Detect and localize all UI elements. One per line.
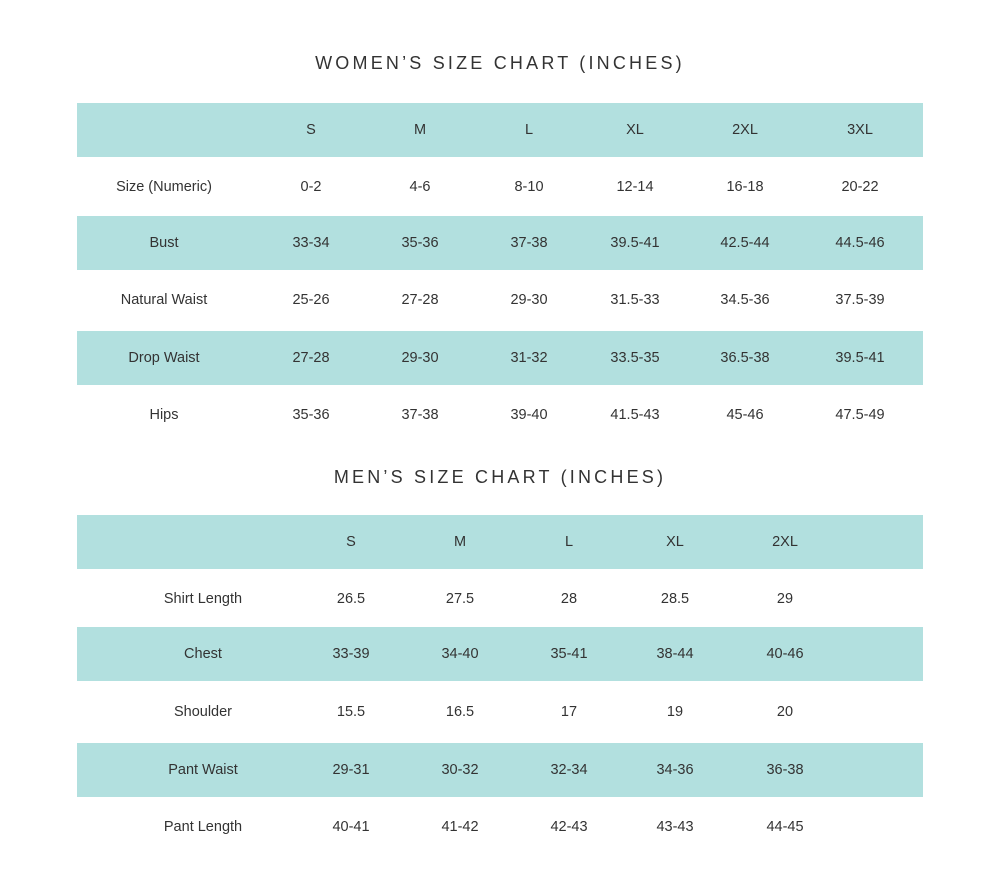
- size-header-cell: XL: [626, 122, 644, 138]
- measurement-cell: 29-31: [332, 762, 370, 778]
- measurement-cell: 44-45: [766, 819, 804, 835]
- table-row: [77, 627, 923, 681]
- measurement-cell: 4-6: [409, 179, 431, 195]
- table-row: [77, 273, 923, 327]
- measurement-cell: 31-32: [510, 350, 548, 366]
- measurement-cell: 39.5-41: [835, 350, 885, 366]
- measurement-cell: 45-46: [726, 407, 764, 423]
- measurement-cell: 0-2: [300, 179, 322, 195]
- measurement-cell: 39.5-41: [610, 235, 660, 251]
- row-label: Drop Waist: [128, 350, 200, 366]
- table-row: [77, 388, 923, 442]
- measurement-cell: 28.5: [660, 591, 690, 607]
- size-header-cell: S: [306, 122, 316, 138]
- size-header-cell: L: [564, 534, 574, 550]
- measurement-cell: 41-42: [441, 819, 479, 835]
- measurement-cell: 39-40: [510, 407, 548, 423]
- table-row: [77, 572, 923, 626]
- measurement-cell: 47.5-49: [835, 407, 885, 423]
- measurement-cell: 37-38: [510, 235, 548, 251]
- header-corner-cell: [118, 515, 288, 569]
- table-row: [77, 800, 923, 854]
- measurement-cell: 12-14: [616, 179, 654, 195]
- measurement-cell: 42.5-44: [720, 235, 770, 251]
- size-header-cell: M: [413, 122, 427, 138]
- row-label: Natural Waist: [120, 292, 208, 308]
- measurement-cell: 36.5-38: [720, 350, 770, 366]
- measurement-cell: 40-41: [332, 819, 370, 835]
- measurement-cell: 34-40: [441, 646, 479, 662]
- row-label: Shirt Length: [163, 591, 243, 607]
- measurement-cell: 35-41: [550, 646, 588, 662]
- measurement-cell: 16-18: [726, 179, 764, 195]
- row-label: Size (Numeric): [116, 179, 212, 195]
- header-row: [77, 515, 923, 569]
- row-label: Chest: [184, 646, 222, 662]
- measurement-cell: 33-39: [332, 646, 370, 662]
- size-header-cell: XL: [666, 534, 684, 550]
- measurement-cell: 27.5: [445, 591, 475, 607]
- measurement-cell: 28: [560, 591, 578, 607]
- row-label: Bust: [149, 235, 179, 251]
- measurement-cell: 37.5-39: [835, 292, 885, 308]
- size-header-cell: M: [453, 534, 467, 550]
- measurement-cell: 38-44: [656, 646, 694, 662]
- table-row: [77, 331, 923, 385]
- measurement-cell: 17: [560, 704, 578, 720]
- measurement-cell: 16.5: [445, 704, 475, 720]
- measurement-cell: 29: [776, 591, 794, 607]
- size-header-cell: S: [346, 534, 356, 550]
- measurement-cell: 35-36: [292, 407, 330, 423]
- measurement-cell: 37-38: [401, 407, 439, 423]
- measurement-cell: 36-38: [766, 762, 804, 778]
- measurement-cell: 43-43: [656, 819, 694, 835]
- measurement-cell: 25-26: [292, 292, 330, 308]
- measurement-cell: 42-43: [550, 819, 588, 835]
- men-chart-title: MEN’S SIZE CHART (INCHES): [333, 467, 667, 487]
- row-label: Shoulder: [173, 704, 233, 720]
- measurement-cell: 29-30: [510, 292, 548, 308]
- measurement-cell: 31.5-33: [610, 292, 660, 308]
- measurement-cell: 41.5-43: [610, 407, 660, 423]
- measurement-cell: 27-28: [292, 350, 330, 366]
- header-row: [77, 103, 923, 157]
- row-label: Pant Waist: [168, 762, 238, 778]
- measurement-cell: 33.5-35: [610, 350, 660, 366]
- measurement-cell: 20: [776, 704, 794, 720]
- measurement-cell: 35-36: [401, 235, 439, 251]
- measurement-cell: 40-46: [766, 646, 804, 662]
- measurement-cell: 20-22: [841, 179, 879, 195]
- table-row: [77, 743, 923, 797]
- measurement-cell: 8-10: [514, 179, 544, 195]
- row-label: Pant Length: [163, 819, 243, 835]
- measurement-cell: 29-30: [401, 350, 439, 366]
- measurement-cell: 34-36: [656, 762, 694, 778]
- measurement-cell: 27-28: [401, 292, 439, 308]
- measurement-cell: 30-32: [441, 762, 479, 778]
- size-header-cell: 2XL: [732, 122, 758, 138]
- header-corner-cell: [79, 103, 249, 157]
- measurement-cell: 34.5-36: [720, 292, 770, 308]
- table-row: [77, 160, 923, 214]
- measurement-cell: 33-34: [292, 235, 330, 251]
- size-header-cell: 2XL: [772, 534, 798, 550]
- size-header-cell: 3XL: [847, 122, 873, 138]
- measurement-cell: 26.5: [336, 591, 366, 607]
- women-chart-title: WOMEN’S SIZE CHART (INCHES): [315, 53, 685, 73]
- table-row: [77, 685, 923, 739]
- measurement-cell: 19: [666, 704, 684, 720]
- measurement-cell: 44.5-46: [835, 235, 885, 251]
- size-header-cell: L: [524, 122, 534, 138]
- measurement-cell: 32-34: [550, 762, 588, 778]
- row-label: Hips: [149, 407, 179, 423]
- measurement-cell: 15.5: [336, 704, 366, 720]
- table-row: [77, 216, 923, 270]
